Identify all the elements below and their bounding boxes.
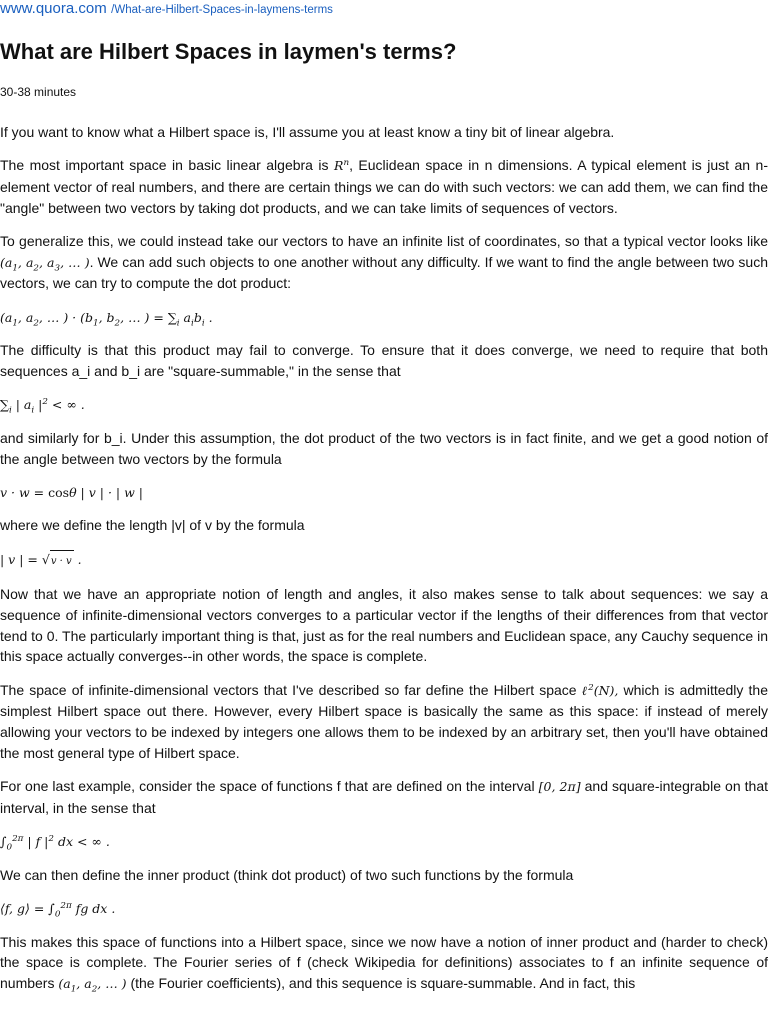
paragraph-hilbert-space: The space of infinite-dimensional vectors that I've described so far define the Hilbert space ℓ$^2$(N), which is admittedly the simplest Hilbert space out there. However, every Hilbert space is basically the same as this space: if instead of merely allowing your vectors to be indexed by integers one allows them to be indexed by an arbitrary set, then you'll have obtained the most general type of Hilbert space.: [0, 681, 768, 761]
paragraph-fourier: This makes this space of functions into a Hilbert space, since we now have a notion of inner product and (harder to check) the space is complete. The Fourier series of f (check Wikipedia for definitions) associates to f an infinite sequence of numbers ($a_1$, $a_2$, … ) (the Fourier coefficients), and this sequence is square-summable. And in fact, this: [0, 933, 768, 995]
paragraph-angle: and similarly for b_i. Under this assumption, the dot product of the two vectors is in fact finite, and we get a good notion of the angle between two vectors by the formula: [0, 429, 768, 467]
paragraph-convergence: The difficulty is that this product may fail to converge. To ensure that it does converge, we need to require that both sequences a_i and b_i are "square-summable," in the sense that: [0, 342, 768, 379]
source-path-link[interactable]: /What-are-Hilbert-Spaces-in-laymens-terms: [111, 4, 333, 16]
article-body: [0, 122, 768, 995]
equation-angle: v · w = cosθ | v | · | w |: [0, 484, 143, 500]
reading-time: 30-38 minutes: [0, 85, 77, 99]
paragraph-inner-product: We can then define the inner product (think dot product) of two such functions by the formula: [0, 866, 574, 883]
paragraph-intro: If you want to know what a Hilbert space is, I'll assume you at least know a tiny bit of linear algebra.: [0, 124, 615, 140]
source-domain-link[interactable]: www.quora.com: [0, 0, 107, 17]
equation-dot-product: ($a_1$, $a_2$, … ) · ($b_1$, $b_2$, … ) = $\sum_i$ $a_ib_i$ .: [0, 309, 213, 329]
paragraph-euclidean: The most important space in basic linear algebra is $R^n$, Euclidean space in n dimensions. A typical element is just an n-element vector of real numbers, and there are certain things we can do with such vectors: we can add them, we can find the "angle" between two vectors by taking dot products, and we can take limits of sequences of vectors.: [0, 157, 768, 216]
page-title: What are Hilbert Spaces in laymen's terms?: [0, 39, 457, 64]
paragraph-generalize: To generalize this, we could instead take our vectors to have an infinite list of coordinates, so that a typical vector looks like ($a_1$, $a_2$, $a_3$, … ). We can add such objects to one another without any difficulty. If we want to find the angle between two such vectors, we can try to compute the dot product:: [0, 233, 768, 292]
paragraph-length: where we define the length |v| of v by the formula: [0, 517, 305, 534]
paragraph-functions: For one last example, consider the space of functions f that are defined on the interval [0, 2π] and square-integrable on that interval, in the sense that: [0, 778, 768, 816]
equation-inner-product: ⟨f, g⟩ = $\int_0^{2\pi}$ fg dx .: [0, 900, 116, 920]
equation-length: | v | = √v · v .: [0, 549, 768, 572]
equation-square-summable: $\sum_i$ | $a_i$ $|^2$ < ∞ .: [0, 397, 85, 416]
paragraph-completeness: Now that we have an appropriate notion of length and angles, it also makes sense to talk about sequences: we say a sequence of infinite-dimensional vectors converges to a particular vector if the lengths of their differences from that vector tend to 0. The particularly important thing is that, just as for the real numbers and Euclidean space, any Cauchy sequence in this space actually converges--in other words, the space is complete.: [0, 586, 768, 665]
equation-square-integrable: $\int_0^{2\pi}$ | f $|^2$ dx < ∞ .: [0, 834, 110, 853]
source-url[interactable]: [0, 0, 333, 19]
